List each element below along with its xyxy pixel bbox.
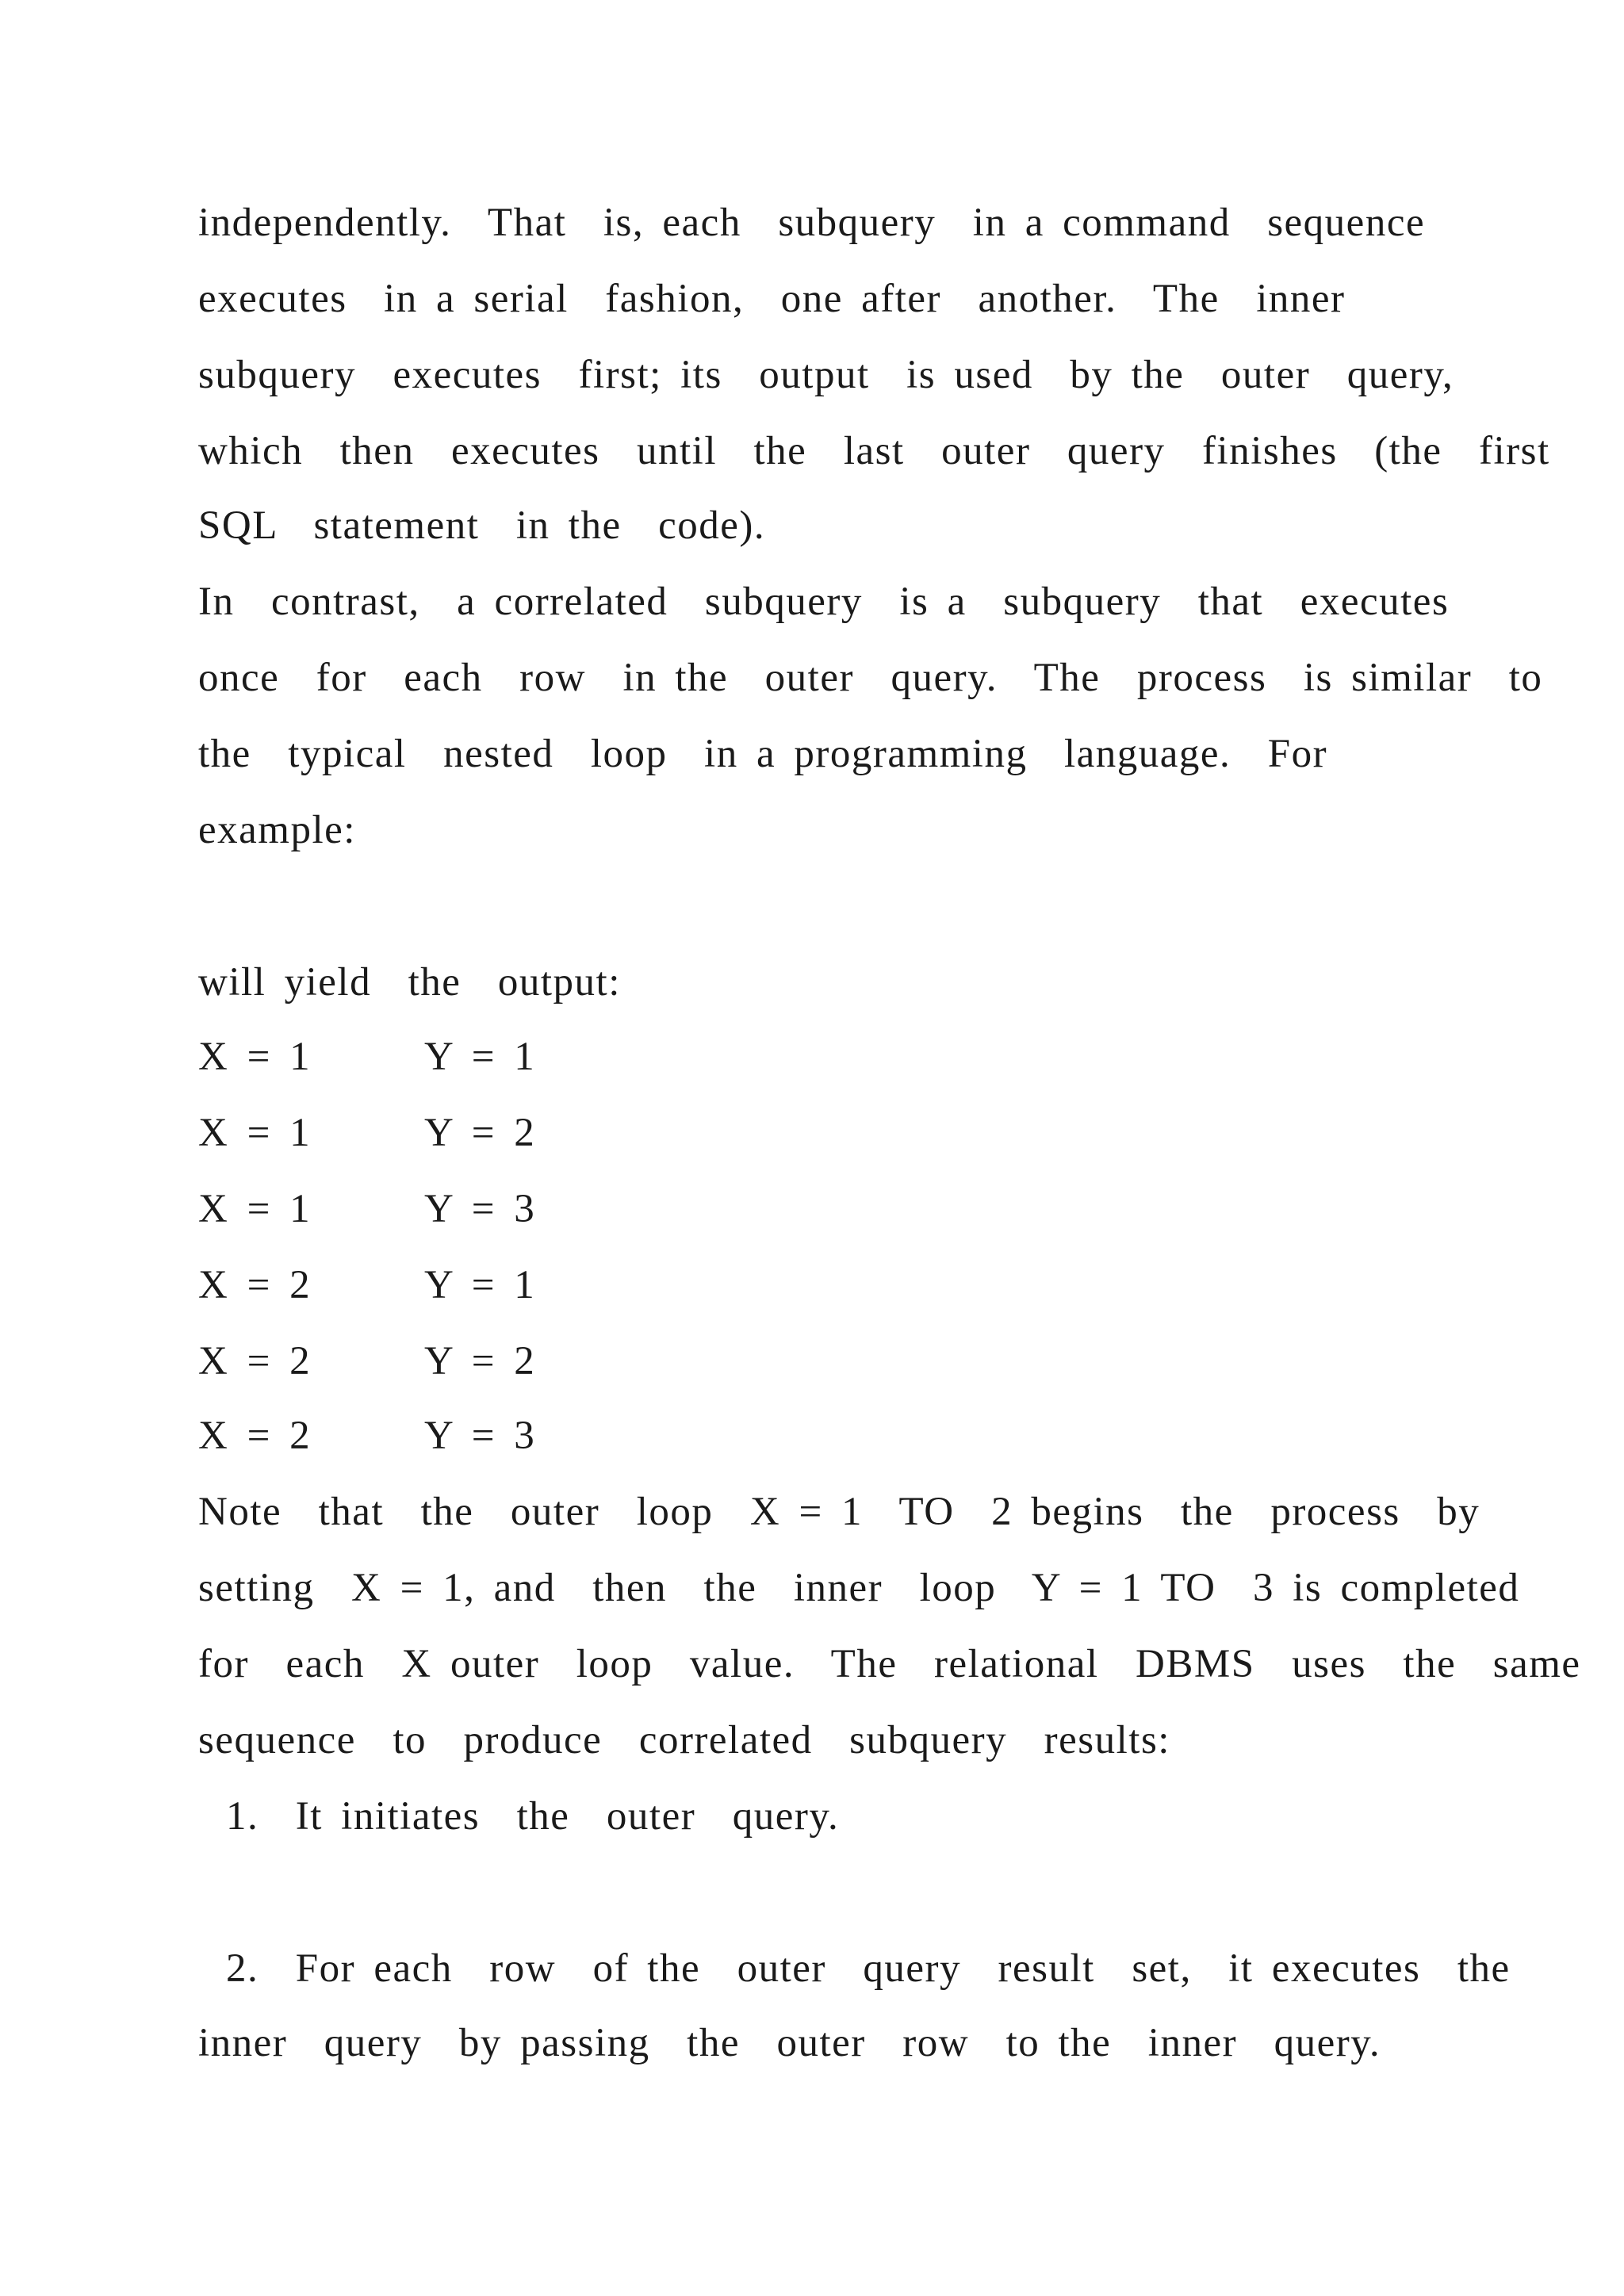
paragraph-3-line-3: for each X outer loop value. The relational DBMS uses the same — [198, 1642, 1581, 1686]
output-row-2-x: X = 1 — [198, 1111, 312, 1155]
output-intro: will yield the output: — [198, 960, 621, 1004]
paragraph-3-line-4: sequence to produce correlated subquery results: — [198, 1718, 1170, 1762]
paragraph-1-line-4: which then executes until the last outer query finishes (the first — [198, 429, 1550, 473]
step-2-continuation: inner query by passing the outer row to the inner query. — [198, 2021, 1381, 2065]
output-row-2-y: Y = 2 — [424, 1111, 536, 1155]
paragraph-2-line-4: example: — [198, 808, 356, 852]
output-row-5-y: Y = 2 — [424, 1339, 536, 1383]
output-row-5-x: X = 2 — [198, 1339, 312, 1383]
paragraph-3-line-2: setting X = 1, and then the inner loop Y = 1 TO 3 is completed — [198, 1566, 1520, 1610]
output-row-6-y: Y = 3 — [424, 1414, 536, 1458]
paragraph-2-line-2: once for each row in the outer query. The process is similar to — [198, 656, 1543, 700]
output-row-1-x: X = 1 — [198, 1035, 312, 1079]
output-row-4-x: X = 2 — [198, 1263, 312, 1307]
output-row-3-y: Y = 3 — [424, 1187, 536, 1231]
step-2: 2. For each row of the outer query result set, it executes the — [226, 1946, 1511, 1991]
output-row-3-x: X = 1 — [198, 1187, 312, 1231]
step-1: 1. It initiates the outer query. — [226, 1794, 840, 1839]
paragraph-1-line-1: independently. That is, each subquery in a command sequence — [198, 201, 1426, 245]
paragraph-1-line-5: SQL statement in the code). — [198, 503, 766, 548]
paragraph-1-line-2: executes in a serial fashion, one after another. The inner — [198, 277, 1346, 321]
output-row-1-y: Y = 1 — [424, 1035, 536, 1079]
paragraph-2-line-1: In contrast, a correlated subquery is a subquery that executes — [198, 580, 1450, 624]
paragraph-1-line-3: subquery executes first; its output is used by the outer query, — [198, 353, 1454, 397]
paragraph-3-line-1: Note that the outer loop X = 1 TO 2 begins the process by — [198, 1490, 1480, 1534]
paragraph-2-line-3: the typical nested loop in a programming language. For — [198, 732, 1328, 776]
output-row-6-x: X = 2 — [198, 1414, 312, 1458]
output-row-4-y: Y = 1 — [424, 1263, 536, 1307]
